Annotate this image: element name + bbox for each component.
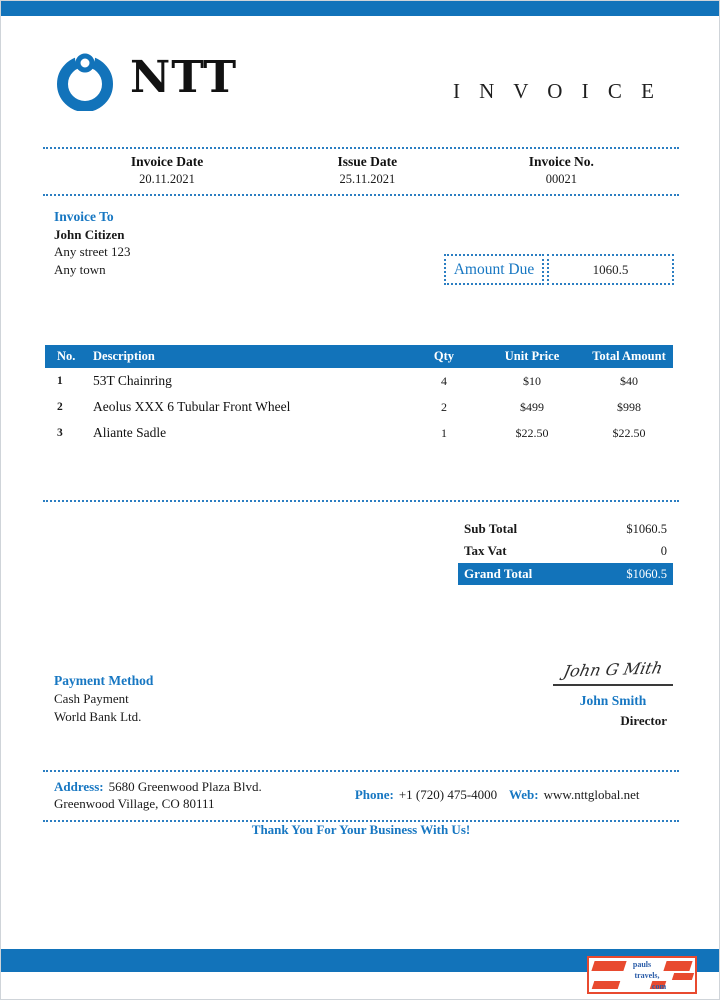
invoice-to-block xyxy=(54,208,131,278)
address-line-2: Greenwood Village, CO 80111 xyxy=(54,796,215,811)
header-qty: Qty xyxy=(433,349,455,363)
meta-issue-date xyxy=(291,154,444,187)
watermark-text xyxy=(589,959,695,992)
tax-label: Tax Vat xyxy=(464,543,507,558)
item-qty: 4 xyxy=(441,373,447,388)
subtotal-row xyxy=(458,518,673,540)
ntt-logo xyxy=(53,45,237,111)
section-divider-line xyxy=(43,500,679,502)
table-row xyxy=(45,394,673,420)
item-no: 1 xyxy=(57,375,63,387)
header-unit-price: Unit Price xyxy=(504,349,560,363)
meta-invoice-no xyxy=(444,154,679,187)
subtotal-value: $1060.5 xyxy=(626,521,667,536)
item-no: 3 xyxy=(57,427,63,439)
web-block xyxy=(509,787,679,803)
item-description: Aeolus XXX 6 Tubular Front Wheel xyxy=(93,399,291,414)
subtotal-label: Sub Total xyxy=(464,521,518,536)
phone-label: Phone: xyxy=(354,787,394,802)
issue-date-label: Issue Date xyxy=(337,154,398,169)
payment-method-heading: Payment Method xyxy=(54,673,154,688)
item-total: $40 xyxy=(620,373,638,388)
ntt-dynamic-loop-icon xyxy=(53,45,117,111)
address-line-1 xyxy=(54,778,343,795)
signer-role: Director xyxy=(620,713,667,728)
signer-name: John Smith xyxy=(579,693,647,708)
amount-due-value: 1060.5 xyxy=(547,254,674,285)
item-description: 53T Chainring xyxy=(93,373,172,388)
table-row xyxy=(45,420,673,446)
watermark-text-line: travels, xyxy=(634,971,660,980)
item-description: Aliante Sadle xyxy=(93,425,167,440)
items-table-header xyxy=(45,345,673,368)
phone-block xyxy=(343,787,509,803)
invoice-date-label: Invoice Date xyxy=(130,154,204,169)
customer-name: John Citizen xyxy=(54,226,125,242)
meta-invoice-date xyxy=(43,154,291,187)
invoice-title: I N V O I C E xyxy=(452,79,661,103)
item-no: 2 xyxy=(57,401,63,413)
grand-total-row xyxy=(458,563,673,585)
contact-band xyxy=(43,770,679,822)
address-street: 5680 Greenwood Plaza Blvd. xyxy=(108,779,262,794)
item-qty: 2 xyxy=(441,399,447,414)
item-unit-price: $10 xyxy=(523,373,541,388)
invoice-date-value: 20.11.2021 xyxy=(139,172,195,186)
website-link[interactable]: www.nttglobal.net xyxy=(543,787,640,802)
address-block xyxy=(43,778,343,812)
invoice-to-heading: Invoice To xyxy=(54,209,114,224)
totals-block xyxy=(458,518,673,585)
payment-line: World Bank Ltd. xyxy=(54,709,142,724)
item-total: $998 xyxy=(617,399,641,414)
signature-script: John G Mith xyxy=(561,658,665,681)
phone-number: +1 (720) 475-4000 xyxy=(398,787,498,802)
invoice-no-value: 00021 xyxy=(545,172,577,186)
watermark-logo xyxy=(587,956,697,994)
web-label: Web: xyxy=(509,787,539,802)
header-no: No. xyxy=(57,349,76,363)
watermark-text-line: com xyxy=(651,982,667,991)
signature-block xyxy=(553,657,673,729)
top-accent-bar xyxy=(1,1,720,16)
header-description: Description xyxy=(93,349,155,363)
customer-town: Any town xyxy=(54,261,106,277)
amount-due-box xyxy=(444,254,674,285)
grand-total-label: Grand Total xyxy=(464,566,533,581)
issue-date-value: 25.11.2021 xyxy=(339,172,396,186)
customer-street: Any street 123 xyxy=(54,244,131,259)
item-unit-price: $22.50 xyxy=(515,425,549,440)
item-total: $22.50 xyxy=(612,425,646,440)
item-qty: 1 xyxy=(441,425,447,440)
invoice-meta-band xyxy=(43,147,679,196)
amount-due-label: Amount Due xyxy=(444,254,544,285)
invoice-no-label: Invoice No. xyxy=(528,154,594,169)
payment-method-block xyxy=(54,672,153,726)
items-table xyxy=(45,345,673,446)
grand-total-value: $1060.5 xyxy=(626,566,667,581)
table-row xyxy=(45,368,673,394)
item-unit-price: $499 xyxy=(520,399,544,414)
thank-you-note: Thank You For Your Business With Us! xyxy=(251,822,471,837)
watermark-text-line: pauls xyxy=(632,960,652,969)
tax-row xyxy=(458,540,673,562)
address-label: Address: xyxy=(54,779,104,794)
ntt-logo-text: NTT xyxy=(130,52,238,103)
tax-value: 0 xyxy=(660,543,667,558)
header-total-amount: Total Amount xyxy=(592,349,666,363)
payment-line: Cash Payment xyxy=(54,691,129,706)
